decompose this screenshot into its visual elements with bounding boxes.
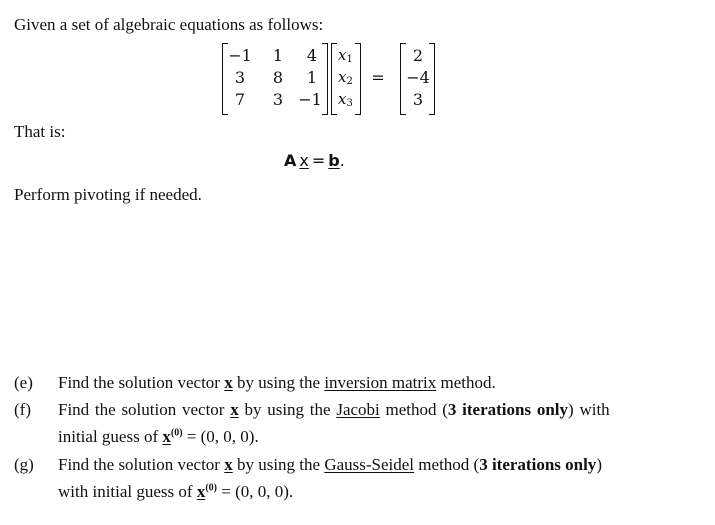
- iterations-note: 3 iterations only: [479, 455, 597, 474]
- vector-symbol-x: x: [299, 151, 309, 170]
- item-e-line1: Find the solution vector x by using the inversion matrix method.: [58, 373, 496, 392]
- equals-sign: =: [311, 151, 326, 170]
- pivoting-text: Perform pivoting if needed.: [14, 185, 202, 204]
- vector-symbol-x: x: [162, 427, 171, 446]
- item-label-f: (f): [14, 400, 31, 419]
- item-label-g: (g): [14, 455, 34, 474]
- matrix-a-cell: 7: [234, 90, 246, 109]
- item-g-line2: with initial guess of $x^{(0)} = (0$, 0, 0).: [58, 482, 294, 501]
- compact-equation: [284, 151, 345, 170]
- matrix-a-cell: 1: [306, 68, 318, 87]
- vector-b-right-bracket: [429, 43, 435, 115]
- item-g-line1: Find the solution vector x by using the Gauss-Seidel method (3 iterations only): [58, 455, 602, 474]
- initial-guess-superscript: (0): [170, 427, 183, 439]
- vector-symbol-b: b: [328, 151, 340, 170]
- matrix-a-right-bracket: [322, 43, 328, 115]
- vector-b-entry: 3: [412, 90, 424, 109]
- vector-x-right-bracket: [355, 43, 361, 115]
- iterations-note: 3 iterations only: [447, 400, 569, 419]
- matrix-a-cell: −1: [228, 46, 252, 65]
- matrix-a-cell: 3: [234, 68, 246, 87]
- vector-symbol-x: x: [230, 400, 239, 419]
- vector-x-entry: $x_1$: [338, 46, 353, 65]
- matrix-a-cell: 4: [306, 46, 318, 65]
- matrix-a-cell: 3: [272, 90, 284, 109]
- vector-symbol-x: x: [196, 482, 206, 501]
- that-is-text: That is:: [14, 122, 66, 141]
- item-f-line2: initial guess of $x^{(0)} = (0$, 0, 0).: [58, 427, 259, 446]
- vector-symbol-x: x: [224, 455, 233, 474]
- matrix-symbol-a: A: [284, 151, 297, 170]
- vector-symbol-x: x: [224, 373, 233, 392]
- vector-x-entry: $x_2$: [338, 68, 353, 87]
- item-label-e: (e): [14, 373, 33, 392]
- matrix-a-cell: 1: [272, 46, 284, 65]
- method-inversion-matrix: inversion matrix: [324, 373, 437, 392]
- method-jacobi: Jacobi: [336, 400, 380, 419]
- period: .: [339, 151, 345, 170]
- intro-text: Given a set of algebraic equations as follows:: [14, 15, 324, 34]
- initial-guess-superscript: (0): [205, 482, 217, 494]
- vector-b-entry: 2: [412, 46, 424, 65]
- vector-x-entry: $x_3$: [338, 90, 353, 109]
- item-f-line1: Find the solution vector x by using the Jacobi method (3 iterations only) with: [58, 400, 610, 419]
- vector-x-left-bracket: [331, 43, 337, 115]
- matrix-a-cell: 8: [272, 68, 284, 87]
- vector-b-entry: −4: [406, 68, 430, 87]
- equals-sign: =: [371, 68, 385, 87]
- matrix-a-cell: −1: [298, 90, 322, 109]
- method-gauss-seidel: Gauss-Seidel: [324, 455, 415, 474]
